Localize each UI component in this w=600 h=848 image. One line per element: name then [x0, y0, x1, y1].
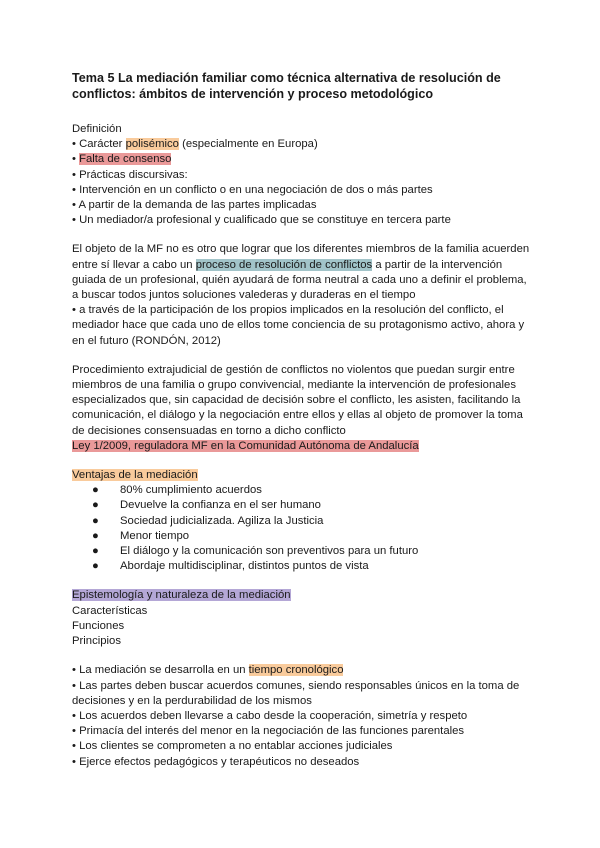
paragraph-line: miembros de una familia o grupo convivencial, mediante la intervención de profesionales: [72, 379, 516, 392]
paragraph-line: El objeto de la MF no es otro que lograr que los diferentes miembros de la familia acuerden: [72, 243, 530, 256]
bullet-icon: ●: [92, 514, 99, 527]
paragraph-line: especializados que, sin capacidad de decisión sobre el conflicto, les asisten, facilitando la: [72, 394, 521, 407]
list-item: [72, 529, 528, 544]
definicion-item-4: • Intervención en un conflicto o en una negociación de dos o más partes: [72, 183, 433, 196]
bullet-icon: ●: [92, 560, 99, 573]
procedimiento-paragraph: [72, 363, 528, 454]
highlight-polisemico: polisémico: [125, 138, 179, 151]
paragraph-line: guiada de un profesional, quién ayudará de forma neutral a cada uno a definir el problema,: [72, 273, 527, 286]
highlight-falta-consenso: Falta de consenso: [79, 153, 172, 166]
principio-item: • Los acuerdos deben llevarse a cabo desde la cooperación, simetría y respeto: [72, 709, 468, 722]
ley-line: [72, 439, 528, 454]
spacer: [72, 454, 528, 468]
list-item-text: Sociedad judicializada. Agiliza la Justicia: [120, 514, 324, 527]
definicion-item-3: • Prácticas discursivas:: [72, 168, 188, 181]
definicion-heading: Definición: [72, 123, 122, 135]
paragraph-line: de decisiones consensuadas en torno a dicho conflicto: [72, 424, 346, 437]
definicion-item-2: [72, 152, 528, 167]
list-item: [72, 544, 528, 559]
list-item: [72, 559, 528, 574]
spacer: [72, 649, 528, 663]
paragraph-line: a buscar todos juntos soluciones valederas y duraderas en el tiempo: [72, 289, 416, 302]
text-span: a partir de la intervención: [372, 258, 503, 271]
principio-item: • Las partes deben buscar acuerdos comunes, siendo responsables únicos en la toma de: [72, 679, 520, 692]
highlight-proceso-resolucion: proceso de resolución de conflictos: [195, 258, 373, 271]
title-line-1: Tema 5 La mediación familiar como técnica alternativa de resolución de: [72, 71, 501, 85]
principio-item: • Primacía del interés del menor en la negociación de las funciones parentales: [72, 725, 465, 738]
bullet-icon: ●: [92, 484, 99, 497]
ventajas-section: [72, 468, 528, 574]
spacer: [72, 349, 528, 363]
definicion-section: [72, 122, 528, 228]
text-span: • La mediación se desarrolla en un: [72, 664, 249, 677]
list-item: [72, 514, 528, 529]
highlight-ley: Ley 1/2009, reguladora MF en la Comunidad Autónoma de Andalucía: [72, 439, 419, 452]
epistemologia-item: Funciones: [72, 619, 125, 632]
paragraph-line: Procedimiento extrajudicial de gestión de conflictos no violentos que puedan surgir entre: [72, 363, 515, 376]
spacer: [72, 228, 528, 242]
ventajas-list: [72, 483, 528, 574]
list-item-text: Devuelve la confianza en el ser humano: [120, 499, 321, 512]
epistemologia-heading: [72, 588, 528, 603]
paragraph-line: mediador hace que cada uno de ellos tome conciencia de su protagonismo activo, ahora y: [72, 319, 525, 332]
highlight-ventajas: Ventajas de la mediación: [72, 469, 198, 482]
list-item-text: Abordaje multidisciplinar, distintos puntos de vista: [120, 560, 369, 573]
paragraph-line: comunicación, el diálogo y la negociación entre ellos y ellas al objeto de promover la toma: [72, 409, 523, 422]
bullet-icon: ●: [92, 545, 99, 558]
paragraph-line: • a través de la participación de los propios implicados en la resolución del conflicto, el: [72, 304, 504, 317]
definicion-item-1: [72, 137, 528, 152]
spacer: [72, 574, 528, 588]
highlight-tiempo-cronologico: tiempo cronológico: [248, 664, 344, 677]
principio-item: • Ejerce efectos pedagógicos y terapéuticos no deseados: [72, 755, 360, 768]
text-span: (especialmente en Europa): [178, 138, 318, 151]
principio-item: [72, 663, 528, 678]
list-item-text: El diálogo y la comunicación son preventivos para un futuro: [120, 545, 419, 558]
principio-item: • Los clientes se comprometen a no entablar acciones judiciales: [72, 740, 393, 753]
list-item-text: 80% cumplimiento acuerdos: [120, 484, 262, 497]
title-line-2: conflictos: ámbitos de intervención y proceso metodológico: [72, 87, 434, 101]
definicion-item-5: • A partir de la demanda de las partes implicadas: [72, 199, 317, 212]
principios-section: [72, 663, 528, 769]
list-item: [72, 498, 528, 513]
ventajas-heading: [72, 468, 528, 483]
bullet-icon: ●: [92, 499, 99, 512]
principio-item: decisiones y en la perdurabilidad de los mismos: [72, 694, 312, 707]
epistemologia-item: Principios: [72, 635, 121, 648]
document-title: [72, 70, 528, 102]
text-span: entre sí llevar a cabo un: [72, 258, 196, 271]
definicion-item-6: • Un mediador/a profesional y cualificado que se constituye en tercera parte: [72, 214, 451, 227]
text-span: •: [72, 153, 80, 166]
list-item: [72, 483, 528, 498]
list-item-text: Menor tiempo: [120, 529, 190, 542]
text-span: • Carácter: [72, 138, 126, 151]
highlight-epistemologia: Epistemología y naturaleza de la mediación: [72, 589, 291, 602]
objeto-paragraph: [72, 242, 528, 348]
paragraph-line: [72, 258, 528, 273]
bullet-icon: ●: [92, 529, 99, 542]
epistemologia-section: [72, 588, 528, 649]
paragraph-line: en el futuro (RONDÓN, 2012): [72, 334, 221, 347]
epistemologia-item: Características: [72, 604, 148, 617]
